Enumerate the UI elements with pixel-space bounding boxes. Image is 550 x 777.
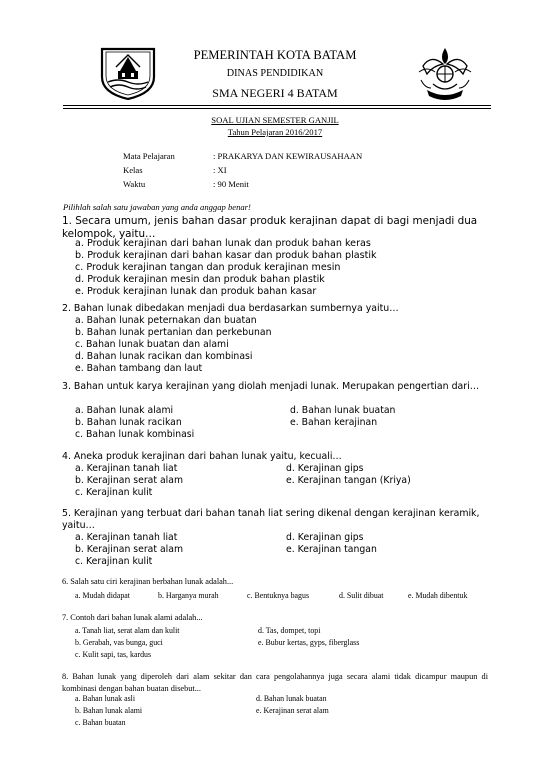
question-text: 1. Secara umum, jenis bahan dasar produk kerajinan dapat di bagi menjadi dua kelompok, yaitu… [62, 215, 478, 240]
question-text: 2. Bahan lunak dibedakan menjadi dua berdasarkan sumbernya yaitu… [62, 303, 399, 314]
meta-value: : 90 Menit [213, 179, 249, 189]
answer-option: e. Produk kerajinan lunak dan produk bahan kasar [75, 286, 317, 297]
answer-option: d. Produk kerajinan mesin dan produk bahan plastik [75, 274, 325, 285]
answer-option: a. Bahan lunak alami [75, 405, 174, 416]
school-name: SMA NEGERI 4 BATAM [212, 86, 338, 100]
answer-option: b. Bahan lunak racikan [75, 417, 182, 428]
question-text: 8. Bahan lunak yang diperoleh dari alam sekitar dan cara pengolahannya juga secara alami tidak dicampur maupun di kombinasi dengan bahan buatan disebut... [62, 672, 488, 693]
answer-option: a. Tanah liat, serat alam dan kulit [75, 626, 180, 635]
answer-option: d. Bahan lunak racikan dan kombinasi [75, 351, 253, 362]
answer-option: e. Kerajinan tangan [286, 544, 377, 555]
answer-option: e. Kerajinan tangan (Kriya) [286, 475, 411, 486]
answer-option: a. Bahan lunak peternakan dan buatan [75, 315, 257, 326]
answer-option: b. Produk kerajinan dari bahan kasar dan produk bahan plastik [75, 250, 377, 261]
meta-label: Kelas [123, 165, 143, 175]
answer-option: c. Bahan lunak kombinasi [75, 429, 195, 440]
government-name: PEMERINTAH KOTA BATAM [193, 48, 357, 62]
answer-option: c. Bahan lunak buatan dan alami [75, 339, 229, 350]
answer-option: b. Kerajinan serat alam [75, 475, 184, 486]
school-emblem-icon [413, 44, 477, 108]
question-text: 7. Contoh dari bahan lunak alami adalah... [62, 613, 203, 622]
answer-option: b. Bahan lunak alami [75, 706, 143, 715]
answer-option: c. Produk kerajinan tangan dan produk kerajinan mesin [75, 262, 341, 273]
department-name: DINAS PENDIDIKAN [226, 68, 324, 79]
answer-option: a. Bahan lunak asli [75, 694, 136, 703]
exam-title: SOAL UJIAN SEMESTER GANJIL [211, 115, 339, 125]
meta-label: Mata Pelajaran [123, 151, 175, 161]
meta-value: : PRAKARYA DAN KEWIRAUSAHAAN [213, 151, 363, 161]
answer-option: e. Kerajinan serat alam [256, 706, 329, 715]
answer-option: c. Kulit sapi, tas, kardus [75, 650, 152, 659]
exam-year: Tahun Pelajaran 2016/2017 [227, 127, 323, 137]
answer-option: d. Kerajinan gips [286, 532, 364, 543]
answer-option: d. Tas, dompet, topi [258, 626, 321, 635]
answer-option: e. Bahan kerajinan [290, 417, 378, 428]
answer-option: c. Kerajinan kulit [75, 556, 153, 567]
question-text: 4. Aneka produk kerajinan dari bahan lunak yaitu, kecuali… [62, 451, 342, 462]
answer-option: a. Produk kerajinan dari bahan lunak dan produk bahan keras [75, 238, 371, 249]
answer-option: d. Bahan lunak buatan [256, 694, 327, 703]
answer-option: d. Sulit dibuat [339, 591, 384, 600]
answer-option: e. Mudah dibentuk [408, 591, 468, 600]
answer-option: d. Bahan lunak buatan [290, 405, 396, 416]
answer-option: c. Kerajinan kulit [75, 487, 153, 498]
answer-option: d. Kerajinan gips [286, 463, 364, 474]
question-text: 5. Kerajinan yang terbuat dari bahan tanah liat sering dikenal dengan kerajinan keramik, yaitu… [62, 508, 480, 532]
answer-option: b. Kerajinan serat alam [75, 544, 184, 555]
answer-option: a. Mudah didapat [75, 591, 130, 600]
answer-option: c. Bahan buatan [75, 718, 126, 727]
question-text: 3. Bahan untuk karya kerajinan yang diolah menjadi lunak. Merupakan pengertian dari… [62, 381, 480, 392]
answer-option: b. Harganya murah [158, 591, 219, 600]
answer-option: e. Bahan tambang dan laut [75, 363, 203, 374]
answer-option: b. Gerabah, vas bunga, guci [75, 638, 163, 647]
answer-option: c. Bentuknya bagus [247, 591, 310, 600]
meta-label: Waktu [123, 179, 146, 189]
answer-option: a. Kerajinan tanah liat [75, 532, 178, 543]
meta-value: : XI [213, 165, 227, 175]
answer-option: a. Kerajinan tanah liat [75, 463, 178, 474]
header-rule-thick [63, 105, 491, 106]
question-text: 6. Salah satu ciri kerajinan berbahan lunak adalah... [62, 577, 234, 586]
answer-option: e. Bubur kertas, gyps, fiberglass [258, 638, 360, 647]
answer-option: b. Bahan lunak pertanian dan perkebunan [75, 327, 272, 338]
instruction: Pilihlah salah satu jawaban yang anda anggap benar! [63, 202, 251, 212]
header-rule-thin [63, 108, 491, 109]
